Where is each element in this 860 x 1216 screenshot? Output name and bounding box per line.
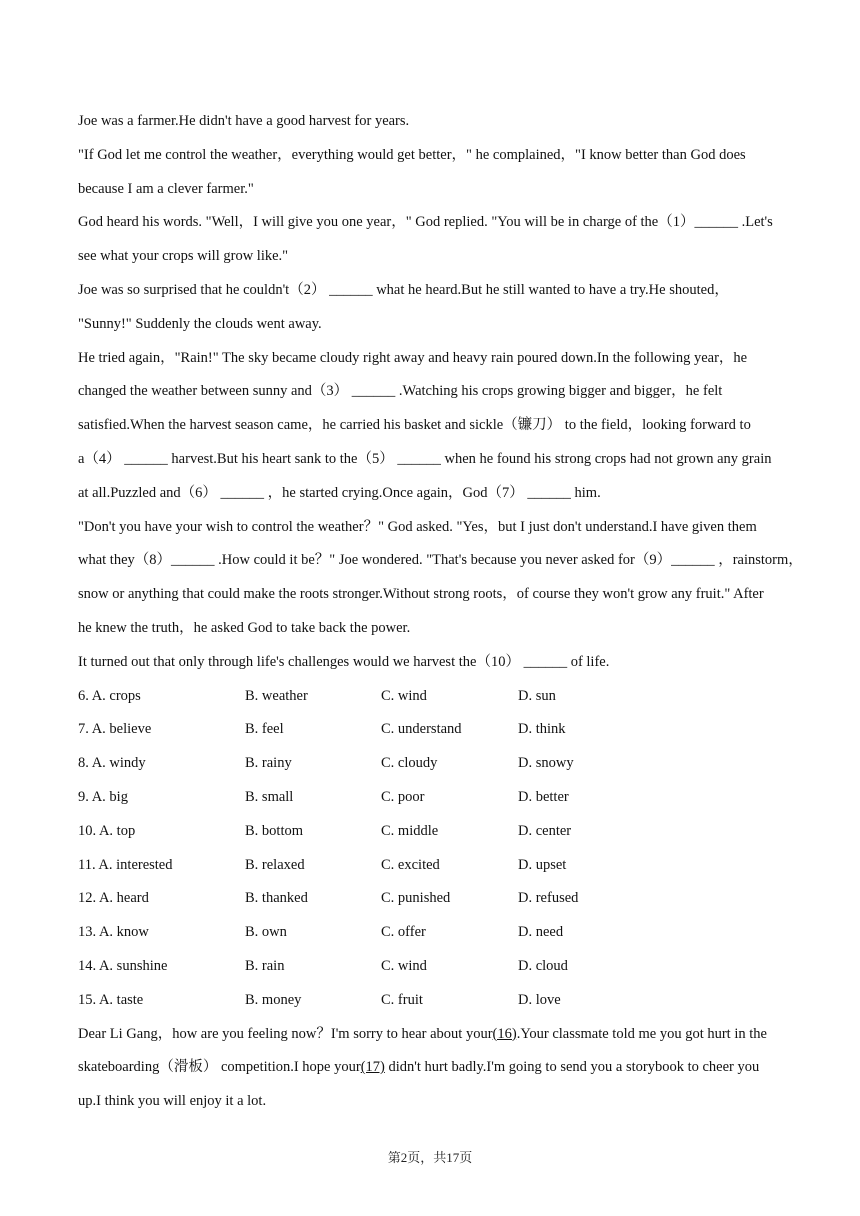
passage-line: satisfied.When the harvest season came，he carried his basket and sickle（镰刀） to the field，looking forward to [78, 417, 751, 434]
option-b: B. own [245, 924, 287, 941]
blank-16: (16) [492, 1025, 517, 1042]
option-a: 13. A. know [78, 924, 149, 941]
text-run: Dear Li Gang，how are you feeling now？I'm sorry to hear about your [78, 1025, 493, 1042]
passage-line: He tried again，"Rain!" The sky became cloudy right away and heavy rain poured down.In the following year，he [78, 349, 748, 366]
passage-line: what they（8）______ .How could it be？" Joe wondered. "That's because you never asked for（9）______ ，rainstorm， [78, 552, 803, 569]
passage-line: "Don't you have your wish to control the weather？" God asked. "Yes，but I just don't understand.I have given them [78, 518, 757, 535]
option-c: C. wind [381, 957, 427, 974]
option-d: D. center [518, 822, 572, 839]
text-run: skateboarding（滑板） competition.I hope your [78, 1059, 361, 1076]
option-c: C. punished [381, 890, 451, 907]
option-c: C. wind [381, 687, 427, 704]
option-c: C. excited [381, 856, 440, 873]
option-c: C. offer [381, 924, 426, 941]
passage-line: he knew the truth，he asked God to take back the power. [78, 619, 411, 636]
passage-line: Joe was so surprised that he couldn't（2） ______ what he heard.But he still wanted to have a try.He shouted， [78, 281, 729, 298]
option-d: D. snowy [518, 755, 574, 772]
passage-line: snow or anything that could make the roots stronger.Without strong roots，of course they won't grow any fruit." After [78, 586, 764, 603]
option-row-13 [78, 916, 790, 950]
option-d: D. sun [518, 687, 556, 704]
option-b: B. thanked [245, 890, 308, 907]
option-a: 6. A. crops [78, 687, 141, 704]
option-d: D. think [518, 721, 566, 738]
option-row-15 [78, 984, 790, 1018]
blank-17: (17) [360, 1059, 385, 1076]
option-b: B. bottom [245, 822, 304, 839]
option-b: B. money [245, 991, 302, 1008]
passage-line: up.I think you will enjoy it a lot. [78, 1093, 267, 1110]
option-d: D. cloud [518, 957, 568, 974]
option-b: B. relaxed [245, 856, 305, 873]
option-a: 11. A. interested [78, 856, 173, 873]
passage-line: "If God let me control the weather，everything would get better，" he complained，"I know better than God does [78, 146, 746, 163]
option-d: D. upset [518, 856, 567, 873]
passage-2 [78, 1018, 790, 1119]
text-run: .Your classmate told me you got hurt in the [516, 1025, 767, 1042]
option-row-10 [78, 815, 790, 849]
option-c: C. understand [381, 721, 462, 738]
passage-line: It turned out that only through life's challenges would we harvest the（10） ______ of life. [78, 653, 610, 670]
page-number: 第2页，共17页 [387, 1150, 473, 1165]
option-a: 9. A. big [78, 788, 128, 805]
passage-line: "Sunny!" Suddenly the clouds went away. [78, 315, 322, 332]
option-b: B. feel [245, 721, 284, 738]
option-d: D. refused [518, 890, 579, 907]
option-row-8 [78, 747, 790, 781]
option-c: C. middle [381, 822, 439, 839]
passage-line: God heard his words. "Well，I will give you one year，" God replied. "You will be in charge of the（1）______ .Let's [78, 214, 773, 231]
option-a: 12. A. heard [78, 890, 149, 907]
passage-line: see what your crops will grow like." [78, 248, 289, 265]
option-row-6 [78, 680, 790, 714]
option-b: B. small [245, 788, 294, 805]
passage-line: Joe was a farmer.He didn't have a good harvest for years. [78, 113, 410, 129]
option-c: C. cloudy [381, 755, 438, 772]
option-a: 15. A. taste [78, 991, 144, 1008]
option-d: D. love [518, 991, 561, 1008]
passage-line: a（4） ______ harvest.But his heart sank to the（5） ______ when he found his strong crops had not grown any grain [78, 450, 772, 467]
option-row-12 [78, 882, 790, 916]
option-a: 8. A. windy [78, 755, 146, 772]
passage-line [78, 1018, 790, 1052]
option-row-9 [78, 781, 790, 815]
options-list [78, 680, 790, 1018]
text-run: didn't hurt badly.I'm going to send you a storybook to cheer you [384, 1059, 760, 1076]
document-body [78, 105, 803, 1119]
option-d: D. better [518, 788, 569, 805]
passage-line [78, 1051, 790, 1085]
option-a: 10. A. top [78, 822, 136, 839]
option-row-7 [78, 713, 790, 747]
passage-1 [78, 105, 803, 680]
option-a: 14. A. sunshine [78, 957, 168, 974]
option-row-11 [78, 849, 790, 883]
passage-line: changed the weather between sunny and（3） ______ .Watching his crops growing bigger and bigger，he felt [78, 383, 723, 400]
option-c: C. poor [381, 788, 425, 805]
option-b: B. weather [245, 687, 308, 704]
passage-line: because I am a clever farmer." [78, 180, 254, 197]
option-row-14 [78, 950, 790, 984]
option-a: 7. A. believe [78, 721, 152, 738]
option-c: C. fruit [381, 991, 423, 1008]
option-b: B. rainy [245, 755, 292, 772]
option-b: B. rain [245, 957, 285, 974]
passage-line: at all.Puzzled and（6） ______ ，he started crying.Once again，God（7） ______ him. [78, 484, 601, 501]
option-d: D. need [518, 924, 564, 941]
